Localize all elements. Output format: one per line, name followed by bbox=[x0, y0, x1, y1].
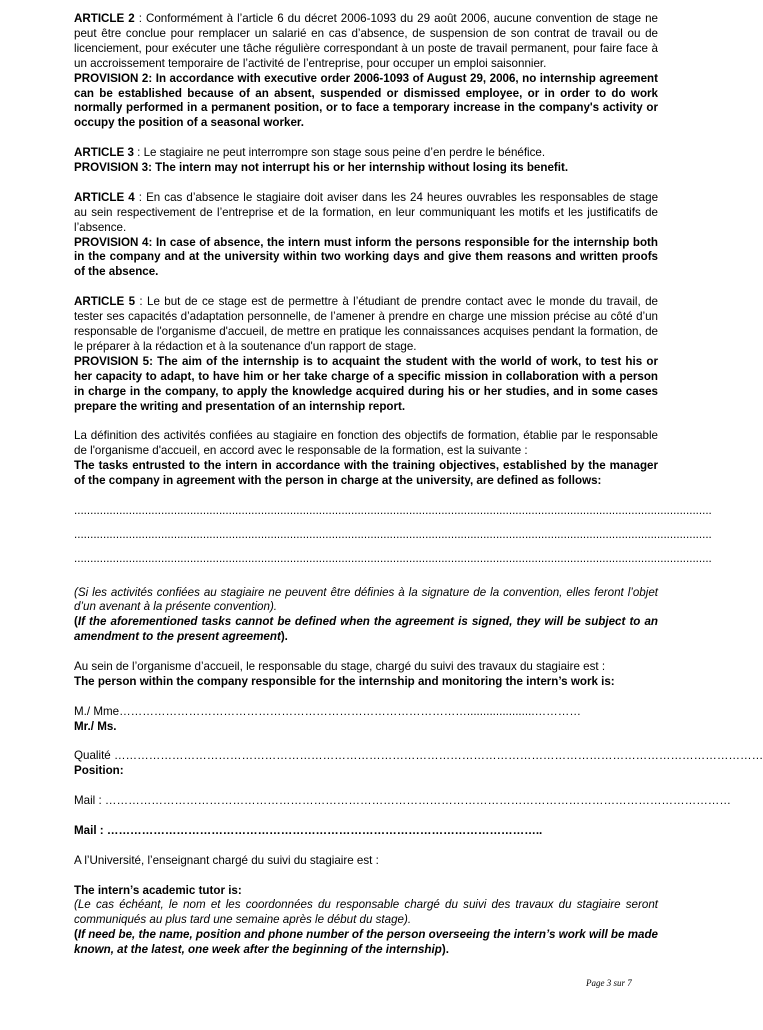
academic-tutor-note-fr: (Le cas échéant, le nom et les coordonnées du responsable chargé du suivi des travaux du stagiaire seront communiqués au plus tard une semaine après le début du stage). bbox=[74, 898, 658, 927]
tasks-en: The tasks entrusted to the intern in accordance with the training objectives, established by the manager of the company in agreement with the person in charge at the university, are defined as follows: bbox=[74, 459, 658, 488]
article-5-fr: ARTICLE 5 : Le but de ce stage est de permettre à l’étudiant de prendre contact avec le monde du travail, de tester ses capacités d’adaptation personnelle, de l’amener à prendre en charge une mission précise au côté d’un responsable de l'organisme d'accueil, de mettre en pratique les connaissances acquises pendant la formation, de le préparer à la rédaction et à la soutenance d'un rapport de stage. bbox=[74, 295, 658, 353]
article-3-label: ARTICLE 3 bbox=[74, 146, 134, 160]
company-supervisor-fr: Au sein de l’organisme d’accueil, le responsable du stage, chargé du suivi des travaux du stagiaire est : bbox=[74, 660, 606, 674]
provision-4-en: PROVISION 4: In case of absence, the intern must inform the persons responsible for the internship both in the company and at the university within two working days and give them reasons and written proofs of the absence. bbox=[74, 235, 658, 279]
article-2-fr: ARTICLE 2 : Conformément à l’article 6 du décret 2006-1093 du 29 août 2006, aucune convention de stage ne peut être conclue pour remplacer un salarié en cas d’absence, de suspension de son contrat de travail ou de licenciement, pour exécuter une tâche régulière correspondant à un poste de travail permanent, pour faire face à un accroissement temporaire de l’activité de l’entreprise, pour occuper un emploi saisonnier. bbox=[74, 12, 658, 70]
provision-3-en: PROVISION 3: The intern may not interrupt his or her internship without losing its benefit. bbox=[74, 161, 569, 175]
academic-tutor-en: The intern’s academic tutor is: bbox=[74, 883, 242, 897]
supervisor-position-label-en: Position: bbox=[74, 764, 124, 778]
company-supervisor-en: The person within the company responsible for the internship and monitoring the intern’s work is: bbox=[74, 674, 615, 688]
page-number: Page 3 sur 7 bbox=[586, 978, 632, 988]
academic-tutor-note-en: (If need be, the name, position and phone number of the person overseeing the intern’s work will be made known, at the latest, one week after the beginning of the internship). bbox=[74, 928, 658, 957]
supervisor-name-label-en: Mr./ Ms. bbox=[74, 719, 117, 733]
article-3-fr: ARTICLE 3 : Le stagiaire ne peut interrompre son stage sous peine d’en perdre le bénéfice. bbox=[74, 146, 546, 160]
tasks-fr: La définition des activités confiées au stagiaire en fonction des objectifs de formation, établie par le responsable de l'organisme d'accueil, en accord avec le responsable de la formation, est la suivante : bbox=[74, 429, 658, 458]
document-body bbox=[74, 12, 763, 958]
provision-2-en: PROVISION 2: In accordance with executive order 2006-1093 of August 29, 2006, no internship agreement can be established because of an absent, suspended or dismissed employee, or in order to do work normally performed in a permanent position, or to face a temporary increase in the company's activity or occupy the position of a seasonal worker. bbox=[74, 71, 658, 130]
tasks-fill-line-2[interactable]: ...................................................................................................................................................................................................... bbox=[74, 527, 712, 541]
article-4-label: ARTICLE 4 bbox=[74, 190, 135, 204]
academic-tutor-fr: A l’Université, l’enseignant chargé du suivi du stagiaire est : bbox=[74, 853, 379, 867]
supervisor-mail-field-en[interactable]: Mail : ………………………………………………………………………………………………….. bbox=[74, 823, 543, 837]
tasks-fill-line-3[interactable]: ...................................................................................................................................................................................................... bbox=[74, 551, 712, 565]
article-4-fr: ARTICLE 4 : En cas d’absence le stagiaire doit aviser dans les 24 heures ouvrables les responsables de stage au sein respectivement de l’entreprise et de la formation, en leur communiquant les motifs et les justificatifs de l’absence. bbox=[74, 190, 659, 234]
supervisor-mail-field-fr[interactable]: Mail : ……………………………………………………………………………………………………………………………………………… bbox=[74, 794, 731, 808]
provision-5-en: PROVISION 5: The aim of the internship is to acquaint the student with the world of work, to test his or her capacity to adapt, to have him or her take charge of a specific mission in collaboration with a person in charge in the company, to apply the knowledge acquired during his or her studies, and in some cases prepare the writing and presentation of an internship report. bbox=[74, 354, 658, 413]
amendment-fr: (Si les activités confiées au stagiaire ne peuvent être définies à la signature de la convention, elles feront l’objet d’un avenant à la présente convention). bbox=[74, 585, 658, 614]
article-2-label: ARTICLE 2 bbox=[74, 12, 135, 25]
amendment-en: (If the aforementioned tasks cannot be defined when the agreement is signed, they will be subject to an amendment to the present agreement). bbox=[74, 615, 658, 644]
tasks-fill-line-1[interactable]: ...................................................................................................................................................................................................... bbox=[74, 503, 712, 517]
supervisor-position-field[interactable]: Qualité …………………………………………………………………………………………………………………………………………………… bbox=[74, 749, 763, 763]
supervisor-name-field[interactable]: M./ Mme……………………………………………………………………………….....................………… bbox=[74, 704, 581, 718]
article-5-label: ARTICLE 5 bbox=[74, 295, 136, 309]
